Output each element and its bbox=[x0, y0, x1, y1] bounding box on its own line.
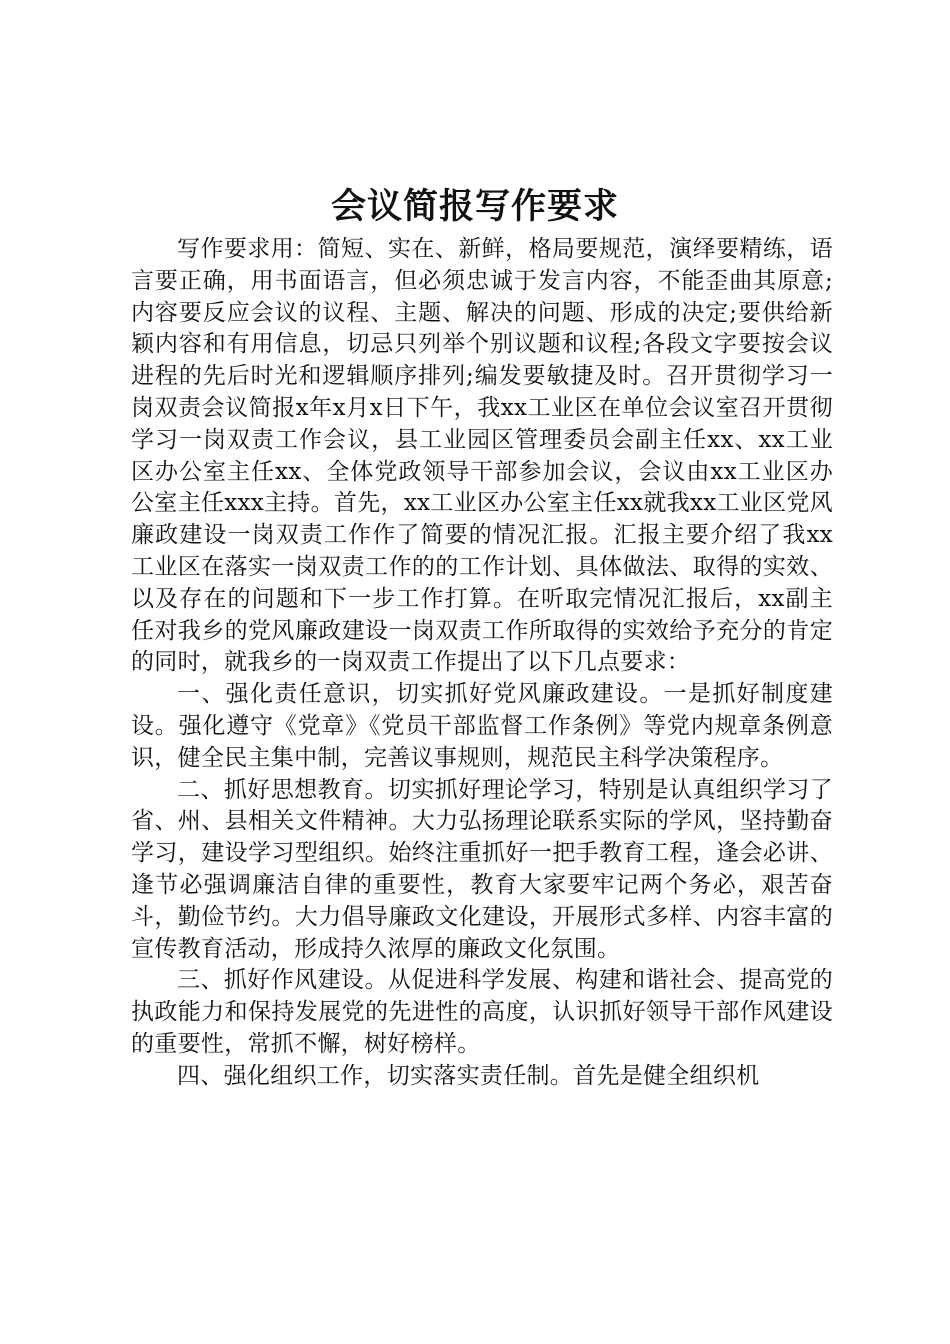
paragraph-point-1: 一、强化责任意识，切实抓好党风廉政建设。一是抓好制度建设。强化遵守《党章》《党员干部监督工作条例》等党内规章条例意识，健全民主集中制，完善议事规则，规范民主科学决策程序。 bbox=[131, 681, 833, 771]
document-title: 会议简报写作要求 bbox=[330, 187, 619, 227]
paragraph-point-2: 二、抓好思想教育。切实抓好理论学习，特别是认真组织学习了省、州、县相关文件精神。大力弘扬理论联系实际的学风，坚持勤奋学习，建设学习型组织。始终注重抓好一把手教育工程，逢会必讲、逢节必强调廉洁自律的重要性，教育大家要牢记两个务必，艰苦奋斗，勤俭节约。大力倡导廉政文化建设，开展形式多样、内容丰富的宣传教育活动，形成持久浓厚的廉政文化氛围。 bbox=[131, 776, 833, 962]
paragraph-point-3: 三、抓好作风建设。从促进科学发展、构建和谐社会、提高党的执政能力和保持发展党的先进性的高度，认识抓好领导干部作风建设的重要性，常抓不懈，树好榜样。 bbox=[131, 967, 833, 1057]
paragraph-point-4: 四、强化组织工作，切实落实责任制。首先是健全组织机 bbox=[177, 1062, 760, 1089]
document-body bbox=[131, 234, 833, 1093]
paragraph-intro: 写作要求用：简短、实在、新鲜，格局要规范，演绎要精练，语言要正确，用书面语言，但必须忠诚于发言内容，不能歪曲其原意;内容要反应会议的议程、主题、解决的问题、形成的决定;要供给新颖内容和有用信息，切忌只列举个别议题和议程;各段文字要按会议进程的先后时光和逻辑顺序排列;编发要敏捷及时。召开贯彻学习一岗双责会议简报x年x月x日下午，我xx工业区在单位会议室召开贯彻学习一岗双责工作会议，县工业园区管理委员会副主任xx、xx工业区办公室主任xx、全体党政领导干部参加会议，会议由xx工业区办公室主任xxx主持。首先，xx工业区办公室主任xx就我xx工业区党风廉政建设一岗双责工作作了简要的情况汇报。汇报主要介绍了我xx工业区在落实一岗双责工作的的工作计划、具体做法、取得的实效、以及存在的问题和下一步工作打算。在听取完情况汇报后，xx副主任对我乡的党风廉政建设一岗双责工作所取得的实效给予充分的肯定的同时，就我乡的一岗双责工作提出了以下几点要求： bbox=[131, 236, 833, 676]
